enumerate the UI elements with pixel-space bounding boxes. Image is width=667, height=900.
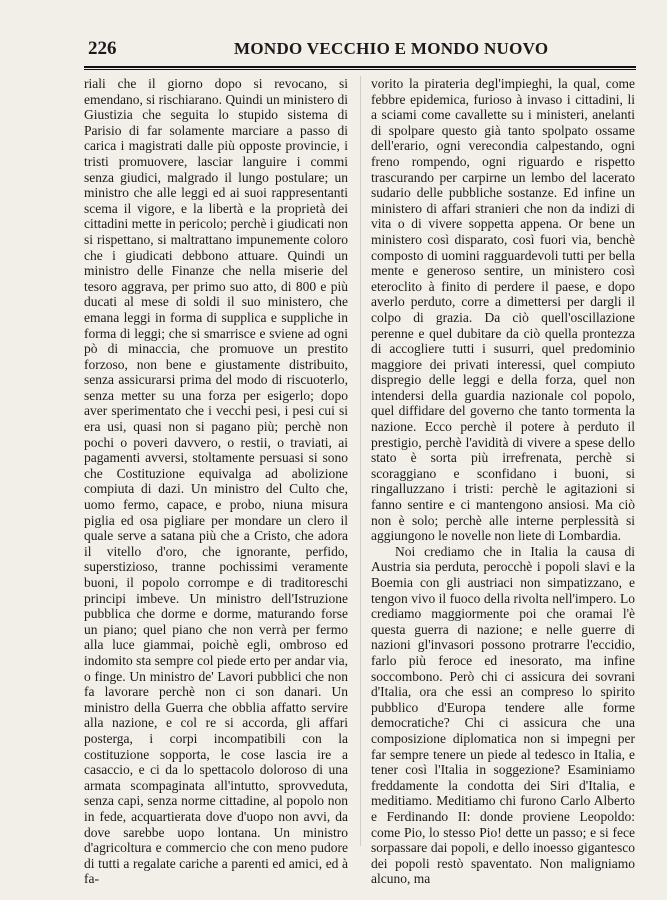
running-title: MONDO VECCHIO E MONDO NUOVO [234, 39, 549, 58]
right-paragraph-1: vorito la pirateria degl'impieghi, la qual, come febbre epidemica, furioso à invaso i cittadini, li a sciami come cavallette su i ministeri, anelanti di spolpare questo già tanto spolpato ossame dell'erario, ogni verecondia calpestando, ogni freno rompendo, ogni riguardo e rispetto trascurando per carpirne un lembo del lacerato sudario delle pubbliche sostanze. Ed infine un ministero di affari stranieri che non da indizi di vita o di vivere soppetta appena. Or bene un ministero così disparato, così fuori via, benchè composto di uomini ragguardevoli tutti per bella mente e generoso sentire, un ministero così eteroclito à finito di perdere il paese, e dopo averlo perduto, corre a dimettersi per dargli il colpo di grazia. Da ciò quell'oscillazione perenne e quel dubitare da ciò quella prontezza di accogliere tutti i susurri, quel predominio maggiore dei privati interessi, quel compiuto dispregio delle leggi e della forza, quel non intendersi della guardia nazionale col popolo, quel diffidare del governo che tanto tormenta la nazione. Ecco perchè il potere à perduto il prestigio, perchè l'avidità di vivere a spese dello stato è sorta più irrefrenata, perchè si scoraggiano e sconfidano i buoni, si ringalluzzano i tristi: perchè le agitazioni si fanno sentire e ci mantengono ansiosi. Ma ciò non è solo; perchè alle interne perplessità si aggiungono le novelle non liete di Lombardia. [371, 76, 635, 544]
page-number: 226 [88, 38, 117, 59]
page-header [84, 34, 636, 64]
header-rule [84, 66, 636, 70]
right-paragraph-2: Noi crediamo che in Italia la causa di Austria sia perduta, perocchè i popoli slavi e la Boemia con gli austriaci non simpatizzano, e tengon vivo il fuoco della rivolta nell'impero. Lo crediamo maggiormente poi che oramai l'è questa guerra di nazione; e nelle guerre di nazioni gl'invasori possono protrarre l'eccidio, farlo più feroce ed inesorato, ma infine soccombono. Però chi ci assicura dei sovrani d'Italia, ora che essi an compreso lo spirito pubblico d'Europa tendere alle forme democratiche? Chi ci assicura che una composizione diplomatica non si impegni per far sempre tenere un piede al tedesco in Italia, e tener così l'Italia in soggezione? Esaminiamo freddamente la condotta dei Siri d'Italia, e meditiamo. Meditiamo chi furono Carlo Alberto e Ferdinando II: donde proviene Leopoldo: come Pio, lo stesso Pio! dette un passo; e si fece sorpassare dai popoli, e dello inoesso gigantesco dei popoli restò spaventato. Non maligniamo alcuno, ma [371, 543, 635, 887]
column-divider [360, 76, 361, 846]
left-column [84, 76, 348, 887]
right-column [371, 76, 635, 887]
left-paragraph: riali che il giorno dopo si revocano, si emendano, si rischiarano. Quindi un ministero di Giustizia che seguita lo stupido sistema di Parisio di far solamente marciare a passo di carica i magistrati dalle più opposte provincie, i tristi promuovere, lasciar languire i commi senza giudici, malgrado il lungo postulare; un ministro che alle leggi ed ai suoi rappresentanti scema il vigore, e la libertà e la proprietà dei cittadini mette in pericolo; perchè i giudicati non si rispettano, si maltrattano impunemente coloro che i giudicati debbono attuare. Quindi un ministro delle Finanze che nella miserie del tesoro aggrava, per primo suo atto, di 800 e più ducati al mese di soldi il suo ministero, che emana leggi in forma di supplica e suppliche in forma di leggi; che si smarrisce e sviene ad ogni pò di minaccia, che promuove un prestito forzoso, non bene e giustamente distribuito, senza assicurarsi prima del modo di riscuoterlo, senza metter su una forza per esigerlo; dopo aver sperimentato che i vecchi pesi, i pesi cui si era usi, quasi non si pagano più; perchè non pochi o poveri davvero, o restii, o traviati, ai pagamenti avversi, stoltamente persuasi si sono che Costituzione equivalga ad abolizione compiuta di dazi. Un ministro del Culto che, uomo fermo, capace, e probo, niuna misura piglia ed osa pigliare per mondare un clero il quale serve a satana più che a Cristo, che adora il vitello d'oro, che ignorante, perfido, superstizioso, tranne pochissimi veramente buoni, il popolo corrompe e di traditoreschi principi imbeve. Un ministro dell'Istruzione pubblica che dorme e dorme, maturando forse un piano; quel piano che non verrà per fermo alla luce giammai, poichè egli, ombroso ed indomito sta sempre col piede erto per andar via, o finge. Un ministro de' Lavori pubblici che non fa lavorare perchè non ci son danari. Un ministro della Guerra che obblia affatto servire alla nazione, e col re si accorda, gli affari posterga, i corpi incompatibili con la costituzione sopporta, le cose lascia ire a casaccio, e ci da lo spettacolo doloroso di una armata scompaginata all'intutto, sprovveduta, senza capi, senza norme cittadine, al popolo non in fede, acquartierata dove d'uopo non avvi, da dove sarebbe uopo lontana. Un ministro d'agricoltura e commercio che con meno pudore di tutti a regalate cariche a parenti ed amici, ed à fa- [84, 76, 348, 887]
